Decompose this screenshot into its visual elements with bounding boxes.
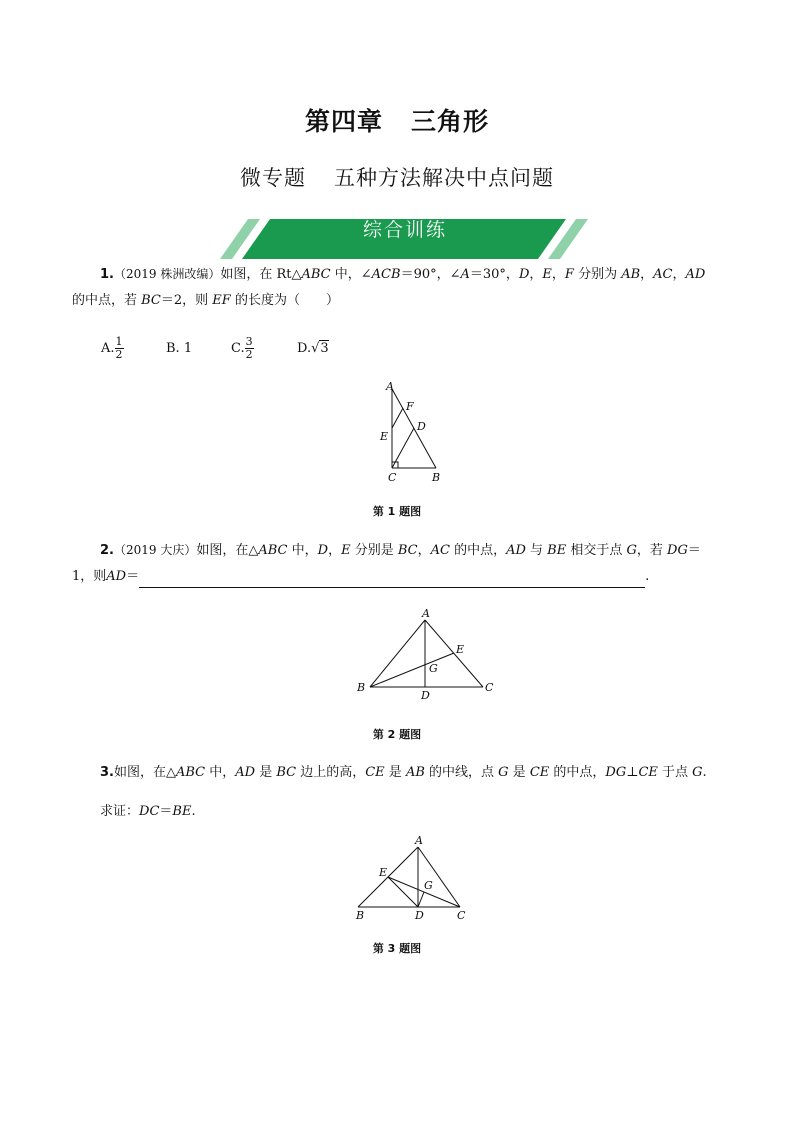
text: 如图，在△: [196, 543, 259, 558]
text: ＝: [159, 804, 173, 819]
math-var: CE: [529, 765, 550, 780]
text: 的中点，若: [72, 293, 142, 308]
math-var: AC: [653, 267, 673, 282]
question-number: 1.: [100, 267, 114, 282]
math-var: F: [564, 267, 574, 282]
text: 分别为: [573, 267, 622, 282]
radicand: 3: [320, 341, 329, 356]
math-var: CE: [365, 765, 385, 780]
text: ⊥: [626, 765, 639, 780]
text: 的中点，: [549, 765, 606, 780]
math-var: G: [498, 765, 509, 780]
text: 是: [384, 765, 406, 780]
denominator: 2: [115, 347, 123, 361]
text: 1，则: [72, 569, 107, 584]
text: ＝: [687, 543, 701, 558]
text: 的中点，: [449, 543, 507, 558]
label-e: E: [379, 866, 388, 879]
chapter-number: 第四章: [304, 107, 383, 136]
math-var: AD: [685, 267, 706, 282]
text: 中，: [287, 543, 318, 558]
text: ，: [417, 543, 431, 558]
fraction: [245, 336, 254, 361]
math-var: BC: [397, 543, 418, 558]
label-e: E: [456, 643, 465, 656]
denominator: 2: [245, 347, 253, 361]
math-var: E: [341, 543, 351, 558]
option-label: C.: [231, 340, 245, 356]
label-d: D: [415, 909, 424, 922]
math-var: BE: [547, 543, 567, 558]
text: ，: [328, 543, 342, 558]
fraction: [115, 336, 124, 361]
option-d[interactable]: [297, 333, 329, 363]
math-var: ABC: [301, 267, 331, 282]
sqrt-sign: √: [311, 340, 320, 356]
math-var: AC: [430, 543, 450, 558]
math-var: ACB: [371, 267, 401, 282]
label-a: A: [386, 380, 394, 393]
text: ＝2，则: [160, 293, 213, 308]
segment-be: [370, 653, 454, 687]
text: ，若: [636, 543, 668, 558]
chapter-title: [0, 102, 794, 138]
label-b: B: [432, 471, 441, 484]
text: 分别是: [350, 543, 398, 558]
topic-name: 五种方法解决中点问题: [334, 166, 554, 190]
text: ＝30°，: [469, 267, 519, 282]
figure-2-caption: 第 2 题图: [372, 728, 422, 741]
question-2-text: [72, 539, 732, 588]
math-var: BC: [141, 293, 161, 308]
text: ，: [529, 267, 543, 282]
math-var: D: [317, 543, 329, 558]
math-var: DG: [605, 765, 627, 780]
text: 的长度为（ ）: [230, 293, 339, 308]
label-b: B: [356, 909, 365, 922]
math-var: BE: [172, 804, 192, 819]
math-var: D: [518, 267, 530, 282]
text: ，: [672, 267, 686, 282]
text: 中，∠: [330, 267, 372, 282]
option-a[interactable]: [101, 333, 124, 363]
topic-prefix: 微专题: [240, 166, 306, 190]
figure-3-caption: 第 3 题图: [372, 942, 422, 955]
figure-2: [350, 605, 500, 705]
label-g: G: [429, 662, 438, 675]
text: 求证：: [100, 804, 140, 819]
option-label: A.: [101, 340, 115, 356]
proof-statement: [100, 801, 196, 823]
option-label: D.: [297, 340, 312, 356]
text: ＝90°，∠: [400, 267, 461, 282]
section-banner-label: 综合训练: [362, 219, 447, 241]
text: .: [645, 569, 650, 584]
math-var: AD: [106, 569, 127, 584]
label-c: C: [485, 681, 494, 694]
figure-1: [370, 378, 450, 486]
math-var: AD: [235, 765, 256, 780]
text: 于点: [657, 765, 693, 780]
figure-3: [345, 833, 475, 923]
label-f: F: [406, 400, 414, 413]
math-var: BC: [276, 765, 297, 780]
text: ，: [640, 267, 654, 282]
text: ＝: [126, 569, 140, 584]
text: 是: [255, 765, 277, 780]
text: 是: [508, 765, 530, 780]
question-number: 2.: [100, 543, 114, 558]
text: 中，: [205, 765, 236, 780]
answer-blank[interactable]: [139, 571, 645, 588]
question-source: （2019 大庆）: [113, 543, 197, 557]
option-label: B. 1: [166, 340, 193, 356]
segment-ab: [370, 620, 425, 687]
text: .: [702, 765, 707, 780]
option-b[interactable]: [166, 333, 192, 363]
math-var: G: [626, 543, 637, 558]
label-b: B: [357, 681, 366, 694]
numerator: 3: [245, 334, 253, 348]
topic-title: [0, 162, 794, 192]
text: .: [191, 804, 196, 819]
math-var: G: [692, 765, 703, 780]
math-var: DC: [139, 804, 160, 819]
label-c: C: [457, 909, 466, 922]
numerator: 1: [115, 334, 123, 348]
math-var: ABC: [175, 765, 206, 780]
label-e: E: [380, 430, 389, 443]
label-d: D: [417, 420, 426, 433]
math-var: AB: [405, 765, 425, 780]
label-d: D: [421, 689, 430, 702]
math-var: A: [460, 267, 470, 282]
figure-1-caption: 第 1 题图: [372, 505, 422, 518]
question-source: （2019 株洲改编）: [113, 267, 221, 281]
math-var: DG: [667, 543, 688, 558]
text: 如图，在△: [113, 765, 176, 780]
math-var: E: [542, 267, 552, 282]
math-var: ABC: [258, 543, 288, 558]
math-var: EF: [212, 293, 231, 308]
label-a: A: [422, 607, 430, 620]
text: ，: [551, 267, 565, 282]
segment-de: [388, 877, 418, 907]
math-var: AD: [506, 543, 526, 558]
text: 的中线，点: [424, 765, 499, 780]
label-c: C: [388, 471, 397, 484]
option-c[interactable]: [231, 333, 254, 363]
math-var: AB: [621, 267, 641, 282]
text: 边上的高，: [296, 765, 366, 780]
label-g: G: [424, 879, 433, 892]
segment-dg: [418, 892, 424, 907]
text: 相交于点: [566, 543, 627, 558]
chapter-name: 三角形: [411, 107, 490, 136]
question-number: 3.: [100, 765, 114, 780]
label-a: A: [415, 834, 423, 847]
text: 与: [525, 543, 548, 558]
question-1-text: [72, 263, 732, 312]
question-3-text: [72, 762, 752, 784]
segment-ef: [392, 408, 403, 428]
text: 如图，在 Rt△: [220, 267, 302, 282]
math-var: CE: [638, 765, 658, 780]
